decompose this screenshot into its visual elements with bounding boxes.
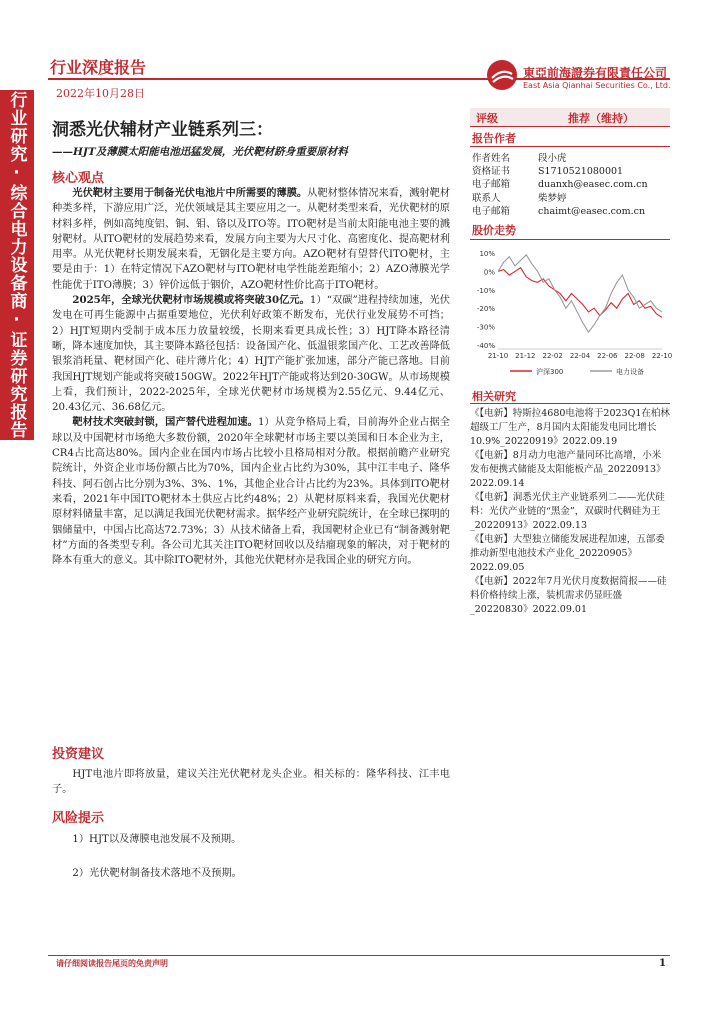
core-lead: 2025年，全球光伏靶材市场规模或将突破30亿元。 xyxy=(72,294,310,307)
x-tick-label: 22-02 xyxy=(542,352,563,360)
analyst-row: 电子邮箱 chaimt@easec.com.cn xyxy=(472,206,646,217)
footer-divider xyxy=(48,955,670,956)
core-text: 1）从竞争格局上看，目前海外企业占据全球以及中国靶材市场绝大多数份额，2020年全球靶材市场主要以美国和日本企业为主，CR4占比高达80%。国内企业在国内市场占比较小且格局相对分散。根据前瞻产业研究院统计，外资企业市场份额占比为70%，国内企业占比约为30%，其中江丰电子、隆华科技、阿石创占比分别为3%、3%、1%，其他企业合计占比约为23%。具体到ITO靶材来看，2021年中国ITO靶材本土供应占比约48%；2）从靶材原料来看，我国光伏靶材原材料储量丰富，足以满足我国光伏靶材需求。据华经产业研究院统计，在全球已探明的铟储量中，中国占比高达72.73%；3）从技术储备上看，我国靶材企业已有“制备溅射靶材”方面的各类型专利。各公司尤其关注ITO靶材回收以及结瘤现象的解决，对于靶材的降本有重大的意义。其中除ITO靶材外，其他光伏靶材亦是我国企业的研究方向。 xyxy=(52,417,450,567)
report-title: 洞悉光伏辅材产业链系列三： xyxy=(52,120,273,140)
company-name-en: East Asia Qianhai Securities Co., Ltd. xyxy=(523,81,671,90)
y-tick-label: -10% xyxy=(476,286,495,295)
company-name-cn: 東亞前海證券有限責任公司 xyxy=(523,66,668,80)
y-tick-label: -40% xyxy=(476,342,495,350)
core-lead: 光伏靶材主要用于制备光伏电池片中所需要的薄膜。 xyxy=(72,187,308,199)
investment-text: HJT电池片即将放量，建议关注光伏靶材龙头企业。相关标的：隆华科技、江丰电子。 xyxy=(52,769,450,796)
analyst-row: 联系人 柴梦婷 xyxy=(472,193,567,204)
analyst-row: 电子邮箱 duanxh@easec.com.cn xyxy=(472,179,648,190)
related-item[interactable]: 《【电新】大型独立储能发展进程加速，五部委推动新型电池技术产业化_20220905》2022.09.05 xyxy=(470,534,665,573)
x-tick-label: 22-10 xyxy=(651,352,673,360)
rating-divider xyxy=(470,126,670,127)
rating-value: 推荐（维持） xyxy=(568,112,634,125)
legend-label: 沪深300 xyxy=(536,368,564,376)
sidebar-banner: 行业研究·综合电力设备商·证券研究报告 xyxy=(0,90,34,440)
core-text: 1）“双碳”进程持续加速，光伏发电在可再生能源中占据重要地位，光伏利好政策不断发布，光伏行业发展势不可挡；2）HJT短期内受制于成本压力放量较缓，长期来看更具成长性；3）HJT降本路径清晰，降本速度加快，其主要降本路径包括：设备国产化、低温银浆国产化、工艺改善降低银浆消耗量、靶材国产化、硅片薄片化；4）HJT产能扩张加速，部分产能已落地。目前我国HJT规划产能或将突破150GW。2022年HJT产能或将达到20-30GW。从市场规模上看，我们预计，2022-2025年，全球光伏靶材市场规模为2.55亿元、9.44亿元、20.43亿元、36.68亿元。 xyxy=(52,295,450,414)
chart-divider xyxy=(470,239,670,240)
x-tick-label: 22-08 xyxy=(624,352,645,360)
related-item[interactable]: 《【电新】特斯拉4680电池将于2023Q1在柏林超级工厂生产，8月国内太阳能发电同比增长10.9%_20220919》2022.09.19 xyxy=(470,408,670,447)
section-investment: 投资建议 xyxy=(52,747,105,762)
rating-label: 评级 xyxy=(476,112,498,125)
x-tick-label: 22-06 xyxy=(597,352,618,360)
section-related: 相关研究 xyxy=(472,390,516,403)
report-category: 行业深度报告 xyxy=(50,58,147,77)
related-item[interactable]: 《【电新】2022年7月光伏月度数据简报——硅料价格持续上涨，装机需求仍显旺盛_20220830》2022.09.01 xyxy=(470,576,667,615)
section-core-view: 核心观点 xyxy=(52,171,105,186)
core-view-body xyxy=(52,186,450,568)
y-tick-label: -20% xyxy=(476,305,495,314)
x-tick-label: 21-12 xyxy=(515,352,536,360)
footer-disclaimer[interactable]: 请仔细阅读报告尾页的免责声明 xyxy=(56,959,168,968)
section-stock-trend: 股价走势 xyxy=(472,224,516,237)
related-list xyxy=(470,407,670,617)
core-lead: 靶材技术突破封锁，国产替代进程加速。 xyxy=(72,416,258,429)
company-logo-icon xyxy=(487,60,517,90)
core-paragraph xyxy=(52,415,450,568)
analyst-row: 作者姓名 段小虎 xyxy=(472,153,567,164)
stock-price-chart xyxy=(470,245,673,385)
page-number: 1 xyxy=(659,958,666,969)
section-risk: 风险提示 xyxy=(52,811,105,826)
risk-item: 2）光伏靶材制备技术落地不及预期。 xyxy=(72,868,242,879)
investment-body xyxy=(52,767,450,798)
risk-item: 1）HJT以及薄膜电池发展不及预期。 xyxy=(72,834,242,845)
related-item[interactable]: 《【电新】8月动力电池产量同环比高增，小米发布便携式储能及太阳能板产品_20220913》2022.09.14 xyxy=(470,450,666,489)
y-tick-label: 10% xyxy=(479,250,495,258)
analysts-divider xyxy=(470,146,670,147)
core-paragraph xyxy=(52,186,450,293)
series-line-1 xyxy=(498,255,662,332)
y-tick-label: 0% xyxy=(483,268,495,277)
x-tick-label: 22-04 xyxy=(569,352,591,360)
legend-label: 电力设备 xyxy=(616,368,644,376)
series-line-0 xyxy=(498,268,662,318)
y-tick-label: -30% xyxy=(476,323,495,332)
core-text: 从靶材整体情况来看，溅射靶材种类多样，下游应用广泛，光伏领域是其主要应用之一。从靶材类型来看，光伏靶材的原材料多样，例如高纯度铝、铜、钼、铬以及ITO等。ITO靶材是当前太阳能电池主要的溅射靶材。从ITO靶材的发展趋势来看，发展方向主要为大尺寸化、高密度化、提高靶材利用率。从光伏靶材长期发展来看，无铟化是主要方向。AZO靶材有望替代ITO靶材，主要是由于：1）在特定情况下AZO靶材与ITO靶材电学性能差距缩小；2）AZO薄膜光学性能优于ITO薄膜；3）锌价远低于铟价，AZO靶材性价比高于ITO靶材。 xyxy=(52,188,451,291)
related-divider xyxy=(470,403,670,404)
report-subtitle: ——HJT及薄膜太阳能电池迅猛发展，光伏靶材跻身重要原材料 xyxy=(52,146,348,158)
section-analysts: 报告作者 xyxy=(472,132,516,145)
core-paragraph xyxy=(52,293,450,415)
analyst-row: 资格证书 S1710521080001 xyxy=(472,166,624,177)
related-item[interactable]: 《【电新】洞悉光伏主产业链系列二——光伏硅料：光伏产业链的“黑金”，双碳时代稠硅为王_20220913》2022.09.13 xyxy=(470,492,665,531)
x-tick-label: 21-10 xyxy=(487,352,509,360)
report-date: 2022年10月28日 xyxy=(56,87,145,100)
